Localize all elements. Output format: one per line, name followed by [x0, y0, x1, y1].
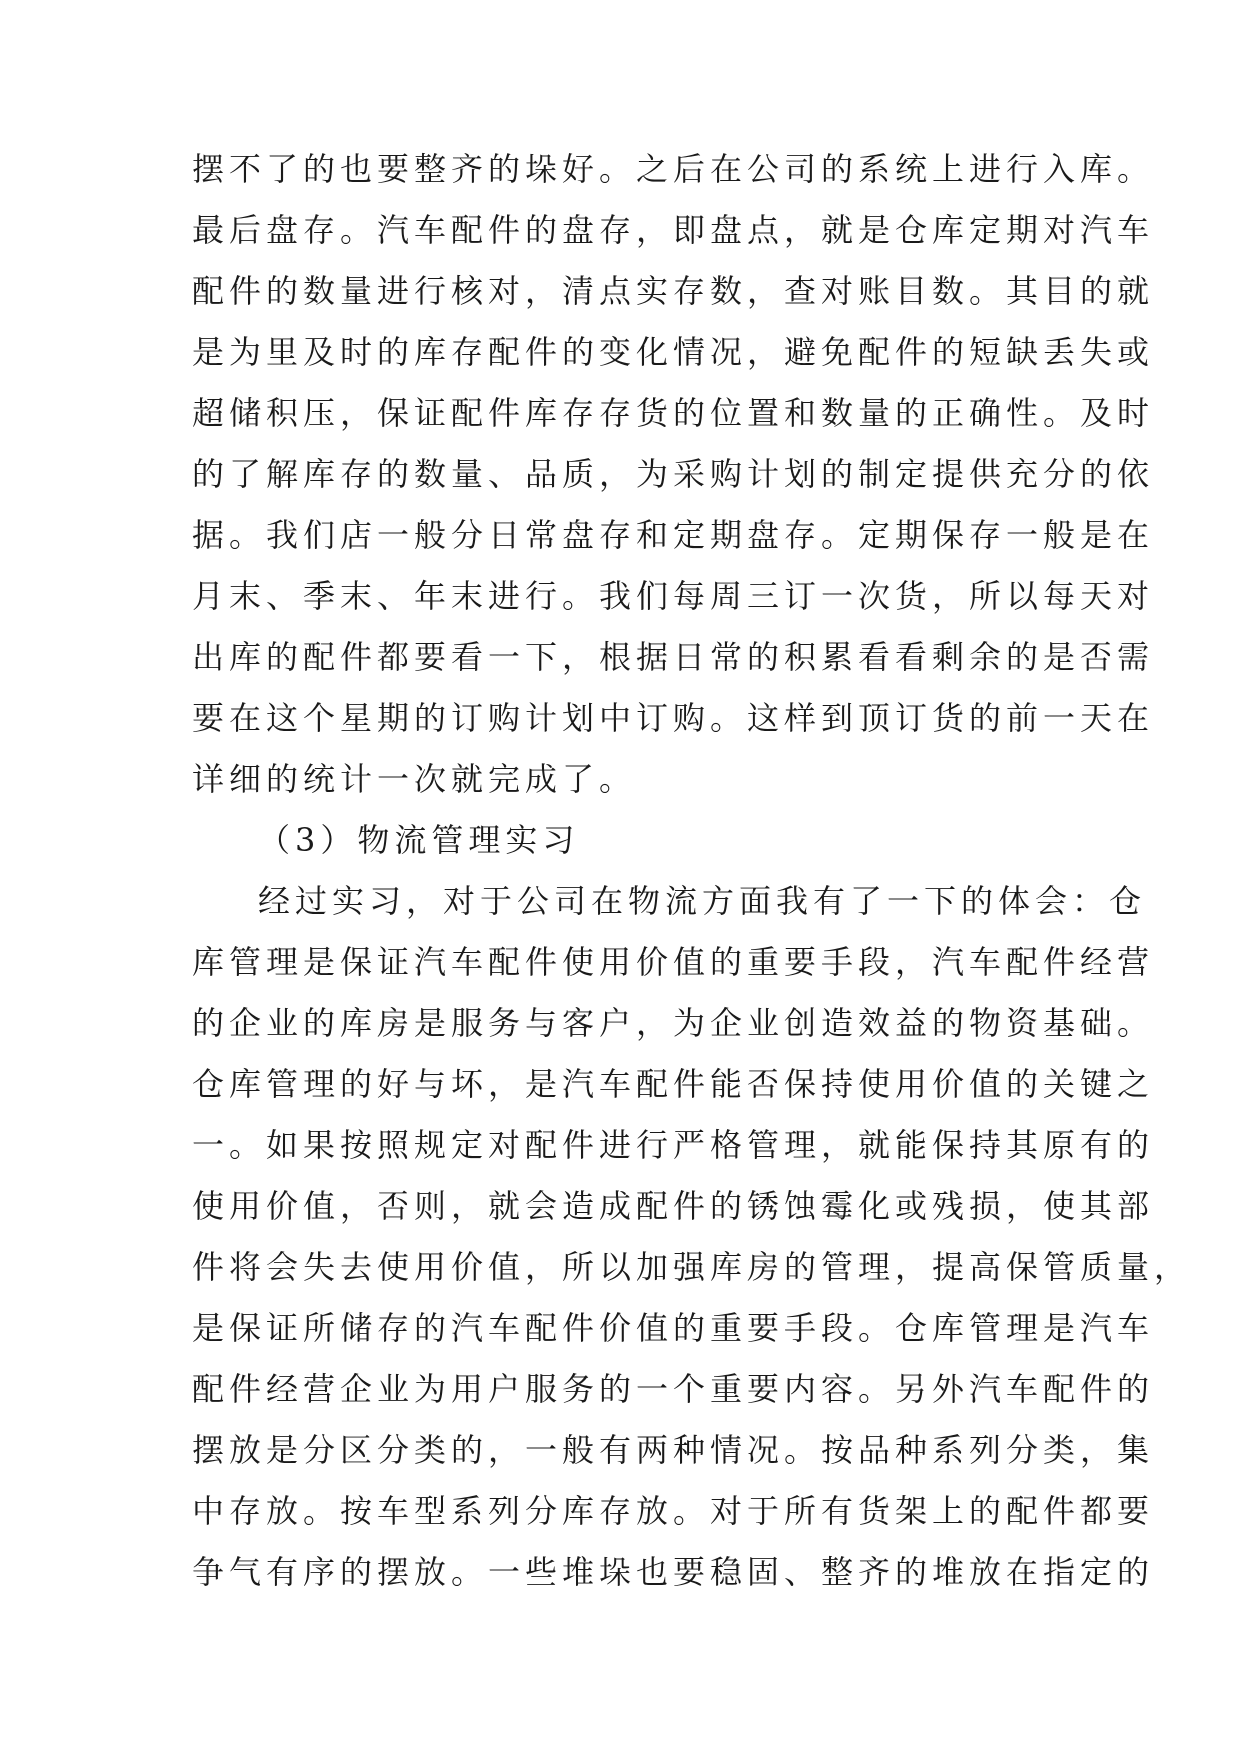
text-line: 配件经营企业为用户服务的一个重要内容。另外汽车配件的: [192, 1370, 1155, 1408]
text-line: 中存放。按车型系列分库存放。对于所有货架上的配件都要: [192, 1492, 1155, 1530]
text-line: 争气有序的摆放。一些堆垛也要稳固、整齐的堆放在指定的: [192, 1553, 1155, 1591]
text-line: 使用价值，否则，就会造成配件的锈蚀霉化或残损，使其部: [192, 1187, 1155, 1225]
text-line: 的了解库存的数量、品质，为采购计划的制定提供充分的依: [192, 455, 1155, 493]
text-line: 月末、季末、年末进行。我们每周三订一次货，所以每天对: [192, 577, 1155, 615]
text-line: 仓库管理的好与坏，是汽车配件能否保持使用价值的关键之: [192, 1065, 1155, 1103]
text-line: 配件的数量进行核对，清点实存数，查对账目数。其目的就: [192, 272, 1155, 310]
text-line: 据。我们店一般分日常盘存和定期盘存。定期保存一般是在: [192, 516, 1155, 554]
text-line: 一。如果按照规定对配件进行严格管理，就能保持其原有的: [192, 1126, 1155, 1164]
text-line: 是为里及时的库存配件的变化情况，避免配件的短缺丢失或: [192, 333, 1155, 371]
text-line: 超储积压，保证配件库存存货的位置和数量的正确性。及时: [192, 394, 1155, 432]
paragraph-first-line: 经过实习，对于公司在物流方面我有了一下的体会：仓: [258, 882, 1147, 920]
text-line: 的企业的库房是服务与客户，为企业创造效益的物资基础。: [192, 1004, 1155, 1042]
text-line: 最后盘存。汽车配件的盘存，即盘点，就是仓库定期对汽车: [192, 211, 1155, 249]
text-line: 要在这个星期的订购计划中订购。这样到顶订货的前一天在: [192, 699, 1155, 737]
text-line: 详细的统计一次就完成了。: [192, 760, 637, 798]
section-heading: （3）物流管理实习: [258, 821, 580, 859]
text-line: 是保证所储存的汽车配件价值的重要手段。仓库管理是汽车: [192, 1309, 1155, 1347]
text-line: 摆放是分区分类的，一般有两种情况。按品种系列分类，集: [192, 1431, 1155, 1469]
text-line: 库管理是保证汽车配件使用价值的重要手段，汽车配件经营: [192, 943, 1155, 981]
text-line: 出库的配件都要看一下，根据日常的积累看看剩余的是否需: [192, 638, 1155, 676]
text-line: 件将会失去使用价值，所以加强库房的管理，提高保管质量，: [192, 1248, 1192, 1286]
text-line: 摆不了的也要整齐的垛好。之后在公司的系统上进行入库。: [192, 150, 1155, 188]
